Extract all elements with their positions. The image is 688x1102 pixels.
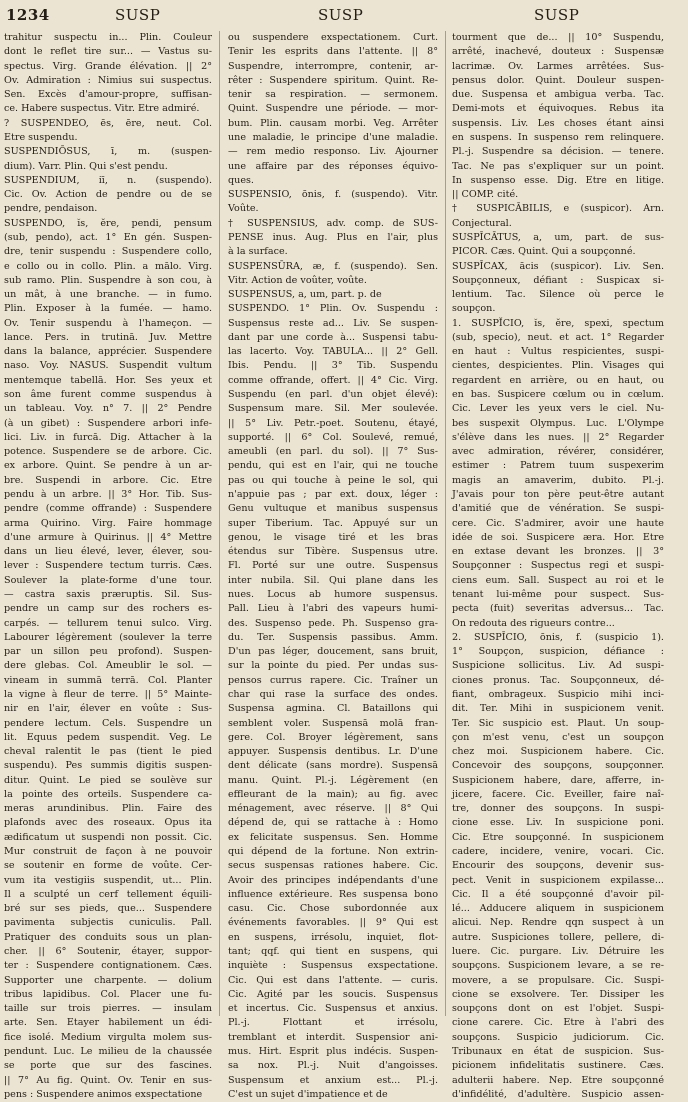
text-line: arma Quirino. Virg. Faire hommage (4, 517, 212, 529)
text-line: pecta (fuit) severitas adversus... Tac. (452, 603, 664, 615)
text-line: PENSE inus. Aug. Plus en l'air, plus (228, 231, 438, 243)
text-line: Soupçonneux, défiant : Suspicax si- (452, 274, 664, 286)
text-column-middle (228, 31, 438, 1100)
text-line: dit. Ter. Mihi in suspicionem venit. (452, 703, 664, 715)
text-line: idée de soi. Suspicere æra. Hor. Etre (452, 531, 664, 543)
text-line: pensus dolor. Quint. Douleur suspen- (452, 74, 664, 86)
text-line: sub ramo. Plin. Suspendre à son cou, à (4, 274, 212, 286)
text-line: pendu à un arbre. || 3° Hor. Tib. Sus- (4, 489, 212, 500)
text-line: Ibis. Pendu. || 3° Tib. Suspendu (228, 360, 438, 372)
text-line: adulterii habere. Nep. Etre soupçonné (452, 1074, 664, 1086)
text-line: supporté. || 6° Col. Soulevé, remué, (228, 431, 438, 443)
text-line: SUSPĪCĀTUS, a, um, part. de sus- (452, 231, 664, 243)
text-line: avec admiration, révérer, considérer, (452, 446, 664, 458)
text-line: Genu vultuque et manibus suspensus (228, 503, 438, 515)
text-line: cione carere. Cic. Etre à l'abri des (452, 1017, 664, 1029)
text-line: casu. Cic. Chose subordonnée aux (228, 903, 438, 915)
text-line: || 5° Liv. Petr.-poet. Soutenu, étayé, (228, 417, 438, 429)
text-column-right (452, 31, 664, 1100)
text-line: tourment que de... || 10° Suspendu, (452, 32, 664, 43)
text-line: Demi-mots et équivoques. Rebus ita (452, 103, 664, 115)
text-line: suspensis. Liv. Les choses étant ainsi (452, 117, 664, 129)
text-line: Conjectural. (452, 217, 512, 229)
text-line: SUSPENDO, ĭs, ĕre, pendi, pensum (4, 217, 212, 229)
text-line: Soulever la plate-forme d'une tour. (4, 574, 212, 586)
text-line: en suspens, irrésolu, inquiet, flot- (228, 931, 438, 943)
text-line: soupçons. Suspicio judiciorum. Cic. (452, 1031, 664, 1043)
text-line: ques. (228, 174, 254, 186)
text-line: Fl. Porté sur une outre. Suspensus (228, 560, 438, 572)
text-line: soupçons dont on est l'objet. Suspi- (452, 1003, 664, 1015)
text-line: un tableau. Voy. n° 7. || 2° Pendre (4, 403, 212, 415)
text-line: magis an amaverim, dubito. Pl.-j. (452, 474, 664, 486)
text-line: 1° Soupçon, suspicion, défiance : (452, 646, 664, 658)
text-line: pendre un camp sur des rochers es- (4, 603, 212, 615)
text-line: un mât, à une branche. — in fumo. (4, 289, 212, 301)
text-line: ce. Habere suspectus. Vitr. Etre admiré. (4, 103, 200, 115)
text-line: Plin. Exposer à la fumée. — hamo. (4, 303, 212, 315)
text-line: Cic. Agité par les soucis. Suspensus (228, 988, 438, 1000)
text-line: Cic. Qui est dans l'attente. — curis. (228, 974, 438, 986)
text-line: Soupçonner : Suspectus regi et suspi- (452, 560, 664, 572)
text-line: çon m'est venu, c'est un soupçon (452, 731, 664, 743)
text-line: cadere, incidere, venire, vocari. Cic. (452, 846, 664, 858)
text-line: mentemque tabellā. Hor. Ses yeux et (4, 374, 212, 386)
text-line: semblent voler. Suspensā molā fran- (228, 717, 438, 729)
text-line: genou, le visage tiré et les bras (228, 531, 438, 543)
text-line: Cic. Ov. Action de pendre ou de se (4, 189, 212, 201)
text-line: Concevoir des soupçons, soupçonner. (452, 760, 664, 772)
text-line: pendre, pendaison. (4, 203, 98, 215)
text-line: plafonds avec des roseaux. Opus ita (4, 817, 212, 829)
text-line: manu. Quint. Pl.-j. Légèrement (en (228, 774, 438, 786)
text-line: potence. Suspendere se de arbore. Cic. (4, 446, 212, 458)
text-line: d'amitié que de vénération. Se suspi- (452, 503, 664, 515)
text-line: en extase devant les bronzes. || 3° (452, 546, 664, 558)
text-line: pensos currus rapere. Cic. Traîner un (228, 674, 438, 686)
text-line: lé... Adducere aliquem in suspicionem (452, 903, 664, 915)
text-line: par un sillon peu profond). Suspen- (4, 646, 212, 658)
text-line: nues. Locus ab humore suspensus. (228, 588, 438, 600)
text-line: ditur. Quint. Le pied se soulève sur (4, 774, 212, 786)
text-line: 2. SUSPĪCIO, ōnis, f. (suspicio 1). (452, 631, 664, 643)
text-line: (sub, pendo), act. 1° En gén. Suspen- (4, 231, 212, 243)
running-head-center: SUSP (318, 6, 364, 24)
text-line: Suspendu (en parl. d'un objet élevé): (228, 389, 438, 401)
text-line: tant; qqf. qui tient en suspens, qui (228, 946, 438, 957)
text-line: || COMP. cité. (452, 189, 519, 201)
text-line: autre. Suspiciones tollere, pellere, di- (452, 931, 664, 943)
text-line: influence extérieure. Res suspensa bono (228, 888, 438, 900)
text-line: inter nubila. Sil. Qui plane dans les (228, 574, 438, 586)
text-line: In suspenso esse. Dig. Etre en litige. (452, 174, 664, 186)
text-line: Suspendre, interrompre, contenir, ar- (228, 60, 438, 72)
text-line: ex felicitate suspensus. Sen. Homme (228, 831, 438, 843)
text-line: SUSPENDIUM, iī, n. (suspendo). (4, 174, 212, 186)
text-line: Suspensa agmina. Cl. Bataillons qui (228, 703, 438, 715)
text-line: vum ita vestigiis suspendit, ut... Plin. (4, 874, 212, 886)
running-head-right: SUSP (534, 6, 580, 24)
text-line: jicere, facere. Cic. Eveiller, faire naî- (452, 788, 664, 800)
text-line: bum. Plin. causam morbi. Veg. Arrêter (228, 117, 438, 129)
text-line: à la surface. (228, 246, 288, 258)
text-line: meras arundinibus. Plin. Faire des (4, 803, 212, 815)
text-line: — rem medio responso. Liv. Ajourner (228, 146, 438, 158)
text-line: cheval ralentit le pas (tient le pied (4, 746, 212, 758)
text-line: pavimenta subjectis cuniculis. Pall. (4, 917, 212, 929)
text-line: ? SUSPENDEO, ēs, ēre, neut. Col. (4, 117, 212, 129)
text-line: Tac. Ne pas s'expliquer sur un point. (452, 160, 664, 172)
text-line: se soutenir en forme de voûte. Cer- (4, 860, 212, 872)
text-line: inquiète : Suspensus exspectatione. (228, 960, 438, 972)
text-line: fice isolé. Medium virgulta molem sus- (4, 1031, 212, 1043)
text-line: On redouta des rigueurs contre... (452, 617, 615, 629)
text-line: pendunt. Luc. Le milieu de la chaussée (4, 1045, 212, 1057)
text-line: Suspensum mare. Sil. Mer soulevée. (228, 403, 438, 415)
text-line: la pointe des orteils. Suspendere ca- (4, 788, 212, 800)
text-line: luere. Cic. purgare. Liv. Détruire les (452, 946, 664, 957)
text-line: cher. || 6° Soutenir, étayer, suppor- (4, 946, 212, 957)
text-line: Voûte. (228, 203, 259, 215)
text-line: lance. Pers. in trutinā. Juv. Mettre (4, 331, 212, 343)
text-line: Pratiquer des conduits sous un plan- (4, 931, 212, 943)
text-line: Pl.-j. Suspendre sa décision. — tenere. (452, 146, 664, 158)
text-line: sur la pointe du pied. Per undas sus- (228, 660, 438, 672)
text-line: Cic. Il a été soupçonné d'avoir pil- (452, 888, 664, 900)
text-line: Tribunaux en état de suspicion. Sus- (452, 1045, 664, 1057)
text-line: (sub, specio), neut. et act. 1° Regarder (452, 331, 664, 343)
text-line: comme offrande, offert. || 4° Cic. Virg. (228, 374, 438, 386)
text-line: Ov. Tenir suspendu à l'hameçon. — (4, 317, 212, 329)
text-line: SUSPENSUS, a, um, part. p. de (228, 289, 382, 301)
text-line: une affaire par des réponses équivo- (228, 160, 438, 172)
text-line: la vigne à fleur de terre. || 5° Mainte- (4, 688, 212, 700)
text-line: movere, a se propulsare. Cic. Suspi- (452, 974, 664, 986)
text-line: cione se exsolvere. Ter. Dissiper les (452, 988, 664, 1000)
text-line: ædificatum ut suspendi non possit. Cic. (4, 831, 212, 843)
text-line: chez moi. Suspicionem habere. Cic. (452, 746, 664, 758)
text-line: s'élève dans les nues. || 2° Regarder (452, 431, 664, 443)
text-line: Cic. Etre soupçonné. In suspicionem (452, 831, 664, 843)
text-line: dépend de, qui se rattache à : Homo (228, 817, 438, 829)
text-line: pas ou qui touche à peine le sol, qui (228, 474, 438, 486)
running-head-left: SUSP (115, 6, 161, 24)
text-line: ex arbore. Quint. Se pendre à un ar- (4, 460, 212, 472)
text-line: SUSPENSŪRA, æ, f. (suspendo). Sen. (228, 260, 438, 272)
text-line: — castra saxis præruptis. Sil. Sus- (4, 588, 212, 600)
text-line: ciens eum. Sall. Suspect au roi et le (452, 574, 664, 586)
text-line: las lacerto. Voy. TABULA... || 2° Gell. (228, 346, 438, 358)
text-line: ameubli (en parl. du sol). || 7° Sus- (228, 446, 438, 458)
text-line: Suspensus reste ad... Liv. Se suspen- (228, 317, 438, 329)
column-divider-right (445, 31, 446, 1016)
text-line: Suspensum et anxium est... Pl.-j. (228, 1074, 438, 1086)
text-line: suspendu). Pes summis digitis suspen- (4, 760, 212, 772)
text-line: dium). Varr. Plin. Qui s'est pendu. (4, 160, 168, 172)
text-line: gere. Col. Broyer légèrement, sans (228, 731, 438, 743)
text-line: dent délicate (sans mordre). Suspensā (228, 760, 438, 772)
text-line: une maladie, le principe d'une maladie. (228, 131, 438, 143)
text-line: lentium. Tac. Silence où perce le (452, 289, 664, 301)
text-line: picionem infidelitatis sustinere. Cæs. (452, 1060, 664, 1072)
text-line: sa nox. Pl.-j. Nuit d'angoisses. (228, 1060, 438, 1072)
text-line: cere. Cic. S'admirer, avoir une haute (452, 517, 664, 529)
text-line: spectus. Virg. Grande élévation. || 2° (4, 60, 212, 72)
text-line: SUSPĪCAX, ācis (suspicor). Liv. Sen. (452, 260, 664, 272)
text-line: Ov. Admiration : Nimius sui suspectus. (4, 74, 212, 86)
text-line: D'un pas léger, doucement, sans bruit, (228, 646, 438, 658)
text-line: des. Suspenso pede. Ph. Suspenso gra- (228, 617, 438, 629)
text-line: Vitr. Action de voûter, voûte. (228, 274, 367, 286)
text-line: 1. SUSPĬCIO, ĭs, ĕre, spexi, spectum (452, 317, 664, 329)
text-line: SUSPENDO. 1° Plin. Ov. Suspendu : (228, 303, 438, 315)
text-line: taille sur trois pierres. — insulam (4, 1003, 212, 1015)
text-line: fiant, ombrageux. Suspicio mihi inci- (452, 688, 664, 700)
text-line: ter : Suspendere contignationem. Cæs. (4, 960, 212, 972)
text-line: appuyer. Suspensis dentibus. Lr. D'une (228, 746, 438, 758)
text-line: vineam in summā terrā. Col. Planter (4, 674, 212, 686)
text-line: e collo ou in collo. Plin. a mālo. Virg. (4, 260, 212, 272)
text-line: char qui rase la surface des ondes. (228, 688, 438, 700)
text-line: tremblant et interdit. Suspensior ani- (228, 1031, 438, 1043)
text-line: SUSPENSIO, ōnis, f. (suspendo). Vitr. (228, 189, 438, 201)
text-line: ménagement, avec réserve. || 8° Qui (228, 803, 438, 815)
text-line: carpés. — tellurem tenui sulco. Virg. (4, 617, 212, 629)
text-line: Cic. Lever les yeux vers le ciel. Nu- (452, 403, 664, 415)
text-line: son âme furent comme suspendus à (4, 389, 212, 401)
text-line: et incertus. Cic. Suspensus et anxius. (228, 1003, 438, 1015)
text-line: Etre suspendu. (4, 131, 78, 143)
text-line: cientes, despicientes. Plin. Visages qui (452, 360, 664, 372)
text-line: d'infidélité, d'adultère. Suspicio assen- (452, 1088, 664, 1100)
text-line: pendere lectum. Cels. Suspendre un (4, 717, 212, 729)
text-line: trahitur suspectu in... Plin. Couleur (4, 32, 212, 43)
text-line: Mur construit de façon à ne pouvoir (4, 846, 212, 858)
text-line: tribus lapidibus. Col. Placer une fu- (4, 988, 212, 1000)
text-line: Encourir des soupçons, devenir sus- (452, 860, 664, 872)
text-line: bes suspexit Olympus. Luc. L'Olympe (452, 417, 664, 429)
text-line: dans un lieu élevé, lever, élever, sou- (4, 546, 212, 558)
text-line: dant par une corde à... Suspensi tabu- (228, 331, 438, 343)
text-line: lacrimæ. Ov. Larmes arrêtées. Sus- (452, 60, 664, 72)
text-line: lever : Suspendere tectum turris. Cæs. (4, 560, 212, 572)
text-line: pens : Suspendere animos exspectatione (4, 1088, 203, 1100)
text-line: J'avais pour ton père peut-être autant (452, 489, 664, 500)
text-line: super Tiberium. Tac. Appuyé sur un (228, 517, 438, 529)
text-line: ou suspendere exspectationem. Curt. (228, 32, 438, 43)
text-line: pendre (comme offrande) : Suspendere (4, 503, 212, 515)
text-line: † SUSPENSIUS, adv. comp. de SUS- (228, 217, 438, 229)
text-line: nir en l'air, élever en voûte : Sus- (4, 703, 212, 715)
text-line: alicui. Nep. Rendre qqn suspect à un (452, 917, 664, 929)
text-line: Avoir des principes indépendants d'une (228, 874, 438, 886)
text-line: secus suspensas rationes habere. Cic. (228, 860, 438, 872)
text-line: dans la balance, apprécier. Suspendere (4, 346, 212, 358)
text-line: ciones pronus. Tac. Soupçonneux, dé- (452, 674, 664, 686)
text-line: naso. Voy. NASUS. Suspendit vultum (4, 360, 212, 372)
text-line: en haut : Vultus respicientes, suspi- (452, 346, 664, 358)
text-line: bre. Suspendi in arbore. Cic. Etre (4, 474, 212, 486)
text-line: Ter. Sic suspicio est. Plaut. Un soup- (452, 717, 664, 729)
text-line: soupçons. Suspicionem levare, a se re- (452, 960, 664, 972)
text-line: soupçon. (452, 303, 496, 315)
text-line: Pl.-j. Flottant et irrésolu, (228, 1017, 438, 1029)
text-line: cione esse. Liv. In suspicione poni. (452, 817, 664, 829)
text-column-left (4, 31, 212, 1100)
text-line: Suspicionem habere, dare, afferre, in- (452, 774, 664, 786)
text-line: (à un gibet) : Suspendere arbori infe- (4, 417, 212, 429)
text-line: rêter : Suspendere spiritum. Quint. Re- (228, 74, 438, 86)
text-line: se porte que sur des fascines. (4, 1060, 212, 1072)
page-header (0, 6, 688, 28)
text-line: Tenir les esprits dans l'attente. || 8° (228, 46, 438, 58)
text-line: en suspens. In suspenso rem relinquere. (452, 131, 664, 143)
text-line: dont le reflet tire sur... — Vastus su- (4, 46, 212, 58)
column-divider-left (219, 31, 220, 1016)
text-line: en bas. Suspicere cœlum ou in cœlum. (452, 389, 664, 401)
text-line: événements favorables. || 9° Qui est (228, 917, 438, 929)
text-line: due. Suspensa et ambigua verba. Tac. (452, 89, 664, 101)
text-line: dre, tenir suspendu : Suspendere collo, (4, 246, 212, 258)
text-line: PICOR. Cæs. Quint. Qui a soupçonné. (452, 246, 636, 258)
text-line: pendu, qui est en l'air, qui ne touche (228, 460, 438, 472)
text-line: arte. Sen. Etayer habilement un édi- (4, 1017, 212, 1029)
text-line: Quint. Suspendre une période. — mor- (228, 103, 438, 115)
text-line: Sen. Excès d'amour-propre, suffisan- (4, 89, 212, 101)
text-line: † SUSPICĀBILIS, e (suspicor). Arn. (452, 203, 664, 215)
text-line: tenir sa respiration. — sermonem. (228, 89, 438, 101)
text-line: bré sur ses pieds, que... Suspendere (4, 903, 212, 915)
text-line: regardent en arrière, ou en haut, ou (452, 374, 664, 386)
text-line: lici. Liv. in furcā. Dig. Attacher à la (4, 431, 212, 443)
text-line: tenant lui-même pour suspect. Sus- (452, 588, 664, 600)
text-line: arrêté, inachevé, douteux : Suspensæ (452, 46, 664, 58)
text-line: étendus sur Tibère. Suspensus utre. (228, 546, 438, 558)
text-line: d'une armure à Quirinus. || 4° Mettre (4, 531, 212, 543)
text-line: SUSPENDIŌSUS, ī, m. (suspen- (4, 146, 212, 158)
page-number: 1234 (6, 6, 50, 24)
text-line: Supporter une charpente. — dolium (4, 974, 212, 986)
text-line: C'est un sujet d'impatience et de (228, 1088, 388, 1100)
text-line: du. Ter. Suspensis passibus. Amm. (228, 631, 438, 643)
text-line: || 7° Au fig. Quint. Ov. Tenir en sus- (4, 1074, 212, 1086)
text-line: Pall. Lieu à l'abri des vapeurs humi- (228, 603, 438, 615)
text-line: tre, donner des soupçons. In suspi- (452, 803, 664, 815)
text-line: Il a sculpté un cerf tellement équili- (4, 888, 212, 900)
text-line: dere glebas. Col. Ameublir le sol. — (4, 660, 212, 672)
text-line: Labourer légèrement (soulever la terre (4, 631, 212, 643)
text-line: mus. Hirt. Esprit plus indécis. Suspen- (228, 1045, 438, 1057)
text-line: Suspicione sollicitus. Liv. Ad suspi- (452, 660, 664, 672)
text-line: lit. Equus pedem suspendit. Veg. Le (4, 731, 212, 743)
text-line: effleurant de la main); au fig. avec (228, 788, 438, 800)
text-line: estimer : Patrem tuum suspexerim (452, 460, 664, 472)
text-line: n'appuie pas ; par ext. doux, léger : (228, 489, 438, 500)
text-line: pect. Venit in suspicionem expilasse... (452, 874, 664, 886)
text-line: qui dépend de la fortune. Non extrin- (228, 846, 438, 858)
